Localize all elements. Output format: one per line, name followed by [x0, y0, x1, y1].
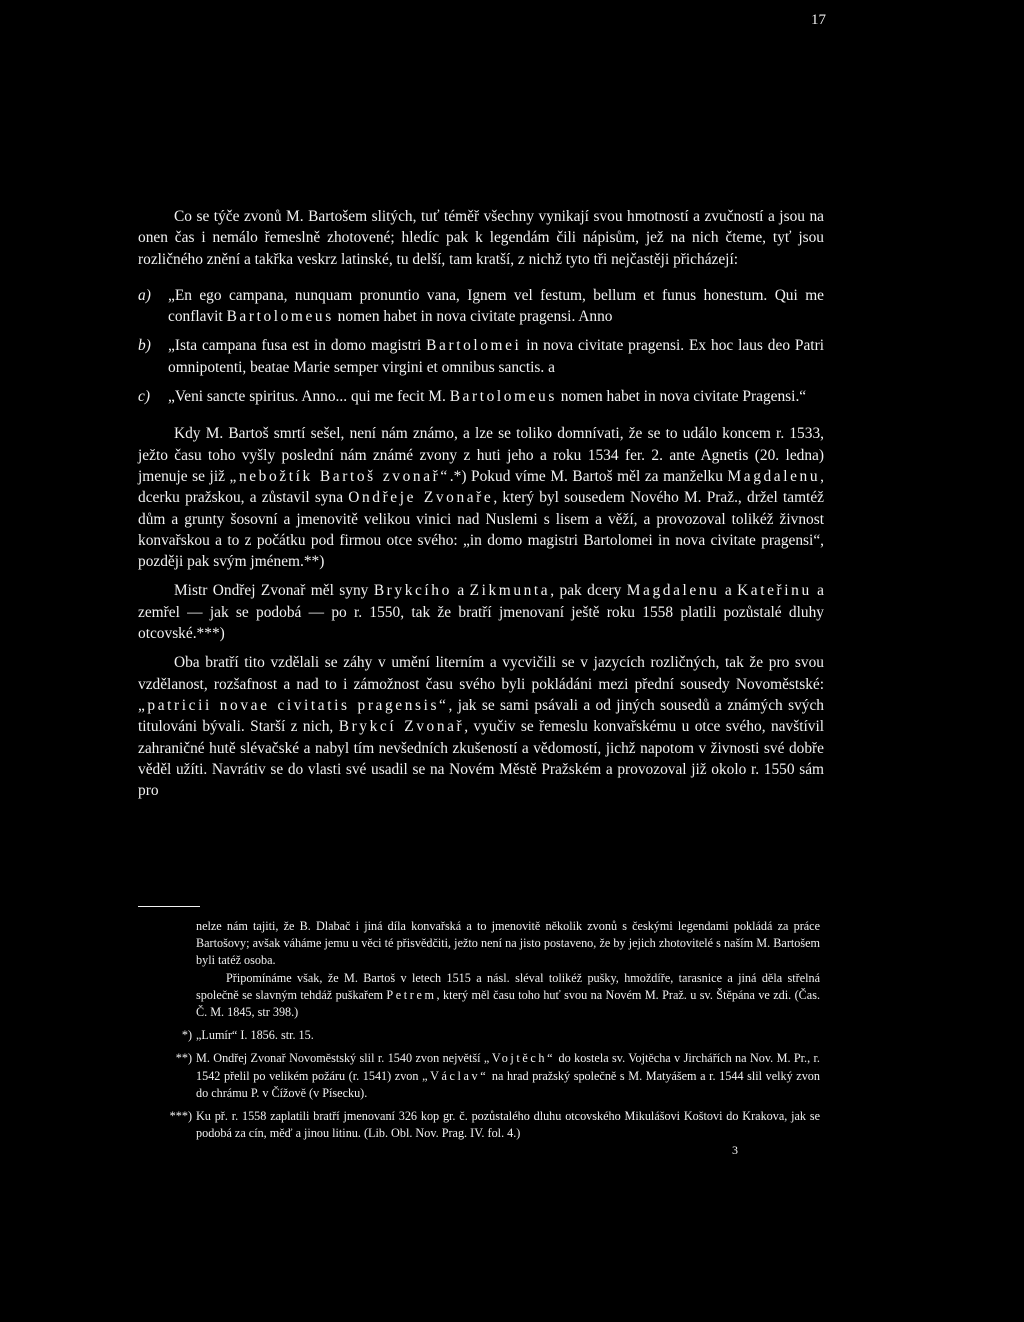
footnote-continuation-text: Připomínáme však, že M. Bartoš v letech 1515 a násl. sléval tolikéž pušky, hmoždíře, tarasnice a jiná děla střelná společně se slavným tehdáž puškařem Petrem, který měl času toho huť svou na Novém M. Praž. u sv. Štěpána ve zdi. (Čas. Č. M. 1845, str 398.): [196, 970, 820, 1020]
footnote-marker: ***): [169, 1109, 192, 1124]
footnote-text: „Lumír“ I. 1856. str. 15.: [196, 1028, 314, 1043]
footnote-3: [158, 1108, 820, 1142]
footnote-text: M. Ondřej Zvonař Novoměstský slil r. 1540 zvon největší „Vojtěch“ do kostela sv. Vojtěcha v Jirchářích na Nov. M. Pr., r. 1542 přelil po velikém požáru (r. 1541) zvon „Václav“ na hrad pražský společně s M. Matyášem a r. 1544 slil velký zvon do chrámu P. v Čížově (v Písecku).: [196, 1051, 820, 1100]
printer-signature: 3: [732, 1143, 738, 1157]
item-label: c): [138, 388, 150, 406]
main-text: [138, 206, 824, 801]
footnote-continuation-text: nelze nám tajiti, že B. Dlabač i jiná díla konvařská a to jmenovitě několik zvonů s českými legendami pokládá za práce Bartošovy; avšak váháme jemu u věci té přisvědčiti, ježto není na jisto postaveno, že by jejich zhotovitelé s naším M. Bartošem byli tatéž osoba.: [196, 919, 820, 968]
intro-paragraph: Co se týče zvonů M. Bartošem slitých, tuť téměř všechny vynikají svou hmotností a zvučností a jsou na onen čas i nemálo řemeslně zhotovené; hledíc pak k legendám čili nápisům, jež na nich čteme, tyť jsou rozličného znění a takřka veskrz latinské, tu delší, tam kratší, z nichž tyto tři nejčastěji přicházejí:: [138, 208, 824, 268]
paragraph-brothers: Oba bratří tito vzdělali se záhy v umění literním a vycvičili se v jazycích rozličných, tak že pro svou vzdělanost, rozšafnost a nad to i zámožnost času svého byli pokládáni mezi přední sousedy Novoměstské: „patricii novae civitatis pragensis“, jak se sami psávali a od jiných sousedů a známých svých titulováni bývali. Starší z nich, Brykcí Zvonař, vyučiv se řemeslu konvařskému u otce svého, navštívil zahraničné hutě slévačské a nabyl tím nevšedních zkušeností a vědomostí, jichž napotom v živnosti své dobře věděl užíti. Navrátiv se do vlasti své usadil se na Novém Městě Pražském a provozoval již okolo r. 1550 sám pro: [138, 654, 825, 800]
page-number: 17: [811, 12, 826, 28]
footnote-text: Ku př. r. 1558 zaplatili bratří jmenovaní 326 kop gr. č. pozůstalého dluhu otcovského Mikulášovi Koštovi do Krakova, jak se podobá za cín, měď a jinou litinu. (Lib. Obl. Nov. Prag. IV. fol. 4.): [196, 1109, 820, 1141]
item-text: „Veni sancte spiritus. Anno... qui me fecit M. Bartolomeus nomen habet in nova civitate Pragensi.“: [168, 388, 807, 406]
footnote-divider: [138, 906, 200, 907]
item-text: „En ego campana, nunquam pronuntio vana, Ignem vel festum, bellum et funus honestum. Qui me conflavit Bartolomeus nomen habet in nova civitate pragensi. Anno: [168, 286, 824, 326]
inscription-item: [138, 386, 824, 407]
inscription-item: [138, 335, 824, 378]
footnote-marker: *): [181, 1028, 192, 1043]
footnote-1: [158, 1027, 820, 1044]
item-label: b): [138, 337, 151, 355]
footnote-continuation: [158, 918, 820, 1021]
footnote-2: [158, 1050, 820, 1102]
footnotes: [158, 918, 820, 1142]
paragraph-ondrej: Mistr Ondřej Zvonař měl syny Brykcího a Zikmunta, pak dcery Magdalenu a Kateřinu a zemřel — jak se podobá — po r. 1550, tak že bratří jmenovaní ještě roku 1558 platili pozůstalé dluhy otcovské.***): [138, 582, 825, 643]
inscription-list: [138, 285, 824, 407]
item-label: a): [138, 286, 151, 304]
paragraph-death: Kdy M. Bartoš smrtí sešel, není nám známo, a lze se toliko domnívati, že se to událo koncem r. 1533, ježto času toho vyšly poslední nám známé zvony z huti jeho a roku 1534 fer. 2. ante Agnetis (20. ledna) jmenuje se již „nebožtík Bartoš zvonař“.*) Pokud víme M. Bartoš měl za manželku Magdalenu, dcerku pražskou, a zůstavil syna Ondřeje Zvonaře, který byl sousedem Nového M. Praž., držel tamtéž dům a grunty šosovní a jmenovitě velikou vinici nad Nuslemi s lisem a věží, a provozoval tolikéž živnost konvařskou a to z počátku pod firmou otce svého: „in domo magistri Bartolomei in nova civitate pragensi“, později pak svým jménem.**): [138, 425, 824, 571]
inscription-item: [138, 285, 824, 328]
item-text: „Ista campana fusa est in domo magistri Bartolomei in nova civitate pragensi. Ex hoc laus deo Patri omnipotenti, beatae Marie semper virgini et omnibus sanctis. a: [168, 337, 824, 376]
footnote-marker: **): [175, 1051, 192, 1066]
